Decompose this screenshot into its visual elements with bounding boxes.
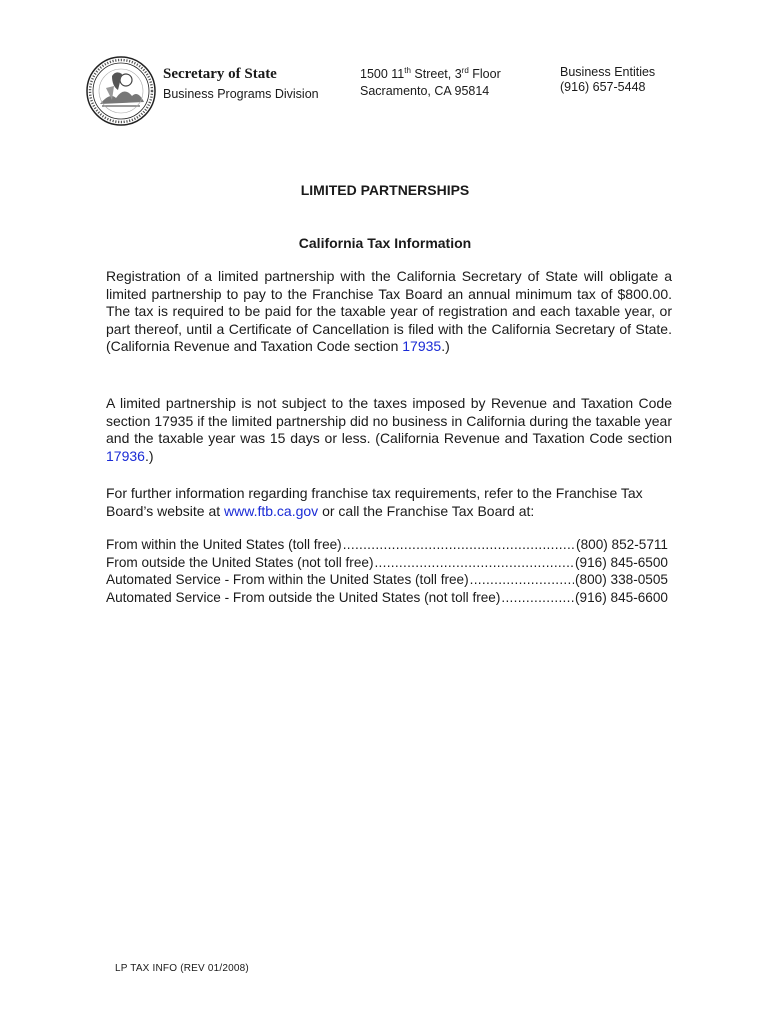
paragraph-further-info: For further information regarding franchise tax requirements, refer to the Franchise Tax Board’s website at www.ftb.ca.gov or call the Franchise Tax Board at: [106, 485, 643, 519]
phone-list [106, 536, 668, 606]
document-subtitle: California Tax Information [298, 235, 472, 251]
state-seal-icon [86, 56, 156, 126]
ftb-website-link[interactable]: www.ftb.ca.gov [224, 502, 319, 519]
contact-dept: Business Entities [560, 65, 656, 79]
contact-phone: (916) 657-5448 [560, 80, 646, 94]
address-city: Sacramento, CA 95814 [360, 84, 490, 98]
code-17936-link[interactable]: 17936 [106, 447, 145, 464]
form-id-footer: LP TAX INFO (REV 01/2008) [115, 963, 249, 974]
document-title: LIMITED PARTNERSHIPS [300, 182, 470, 198]
code-17935-link[interactable]: 17935 [402, 338, 442, 354]
phone-row: Automated Service - From outside the United States (not toll free) ..... (916) 845-6600 [106, 589, 668, 607]
header-organization [163, 66, 319, 101]
header-address [360, 66, 501, 100]
phone-row: From outside the United States (not toll free) ..... (916) 845-6500 [106, 554, 668, 572]
paragraph-exemption: A limited partnership is not subject to the taxes imposed by Revenue and Taxation Code section 17935 if the limited partnership did no business in California during the taxable year and the taxable year was 15 days or less. (California Revenue and Taxation Code section 17936.) [106, 395, 672, 464]
phone-row: Automated Service - From within the United States (toll free) ..... (800) 338-0505 [106, 571, 668, 589]
header-contact [560, 65, 655, 95]
address-street: 1500 11th Street, 3rd Floor [360, 66, 501, 81]
org-division: Business Programs Division [163, 87, 319, 101]
org-title: Secretary of State [163, 66, 277, 82]
phone-row: From within the United States (toll free) ..... (800) 852-5711 [106, 536, 668, 554]
paragraph-registration: Registration of a limited partnership with the California Secretary of State will obligate a limited partnership to pay to the Franchise Tax Board an annual minimum tax of $800.00. The tax is required to be paid for the taxable year of registration and each taxable year, or part thereof, until a Certificate of Cancellation is filed with the California Secretary of State. (California Revenue and Taxation Code section 17935.) [106, 268, 672, 354]
